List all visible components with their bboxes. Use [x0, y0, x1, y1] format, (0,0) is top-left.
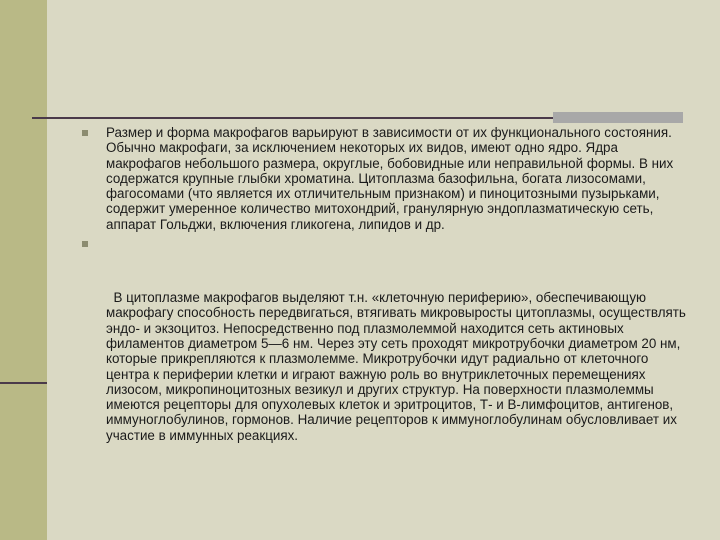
- left-bar-divider: [0, 382, 47, 384]
- bullet-item-1: [80, 125, 686, 232]
- slide-body: [80, 125, 690, 479]
- bullet-item-2: [80, 236, 690, 479]
- bullet-text: В цитоплазме макрофагов выделяют т.н. «клеточную периферию», обеспечивающую макрофагу способность передвигаться, втягивать микровыросты цитоплазмы, осуществлять эндо- и экзоцитоз. Непосредственно под плазмолеммой находится сеть актиновых филаментов диаметром 5—6 нм. Через эту сеть проходят микротрубочки диаметром 20 нм, которые прикрепляются к плазмолемме. Микротрубочки идут радиально от клеточного центра к периферии клетки и играют важную роль во внутриклеточных перемещениях лизосом, микропиноцитозных везикул и других структур. На поверхности плазмолеммы имеются рецепторы для опухолевых клеток и эритроцитов, Т- и В-лимфоцитов, антигенов, иммуноглобулинов, гормонов. Наличие рецепторов к иммуноглобулинам обусловливает их участие в иммунных реакциях.: [106, 290, 690, 443]
- bullet-square-icon: [82, 130, 88, 136]
- title-accent-block: [553, 112, 683, 123]
- bullet-text: Размер и форма макрофагов варьируют в зависимости от их функционального состояния. Обычно макрофаги, за исключением некоторых их видов, имеют одно ядро. Ядра макрофагов небольшого размера, округлые, бобовидные или неправильной формы. В них содержатся крупные глыбки хроматина. Цитоплазма базофильна, богата лизосомами, фагосомами (что является их отличительным признаком) и пиноцитозными пузырьками, содержит умеренное количество митохондрий, гранулярную эндоплазматическую сеть, аппарат Гольджи, включения гликогена, липидов и др.: [106, 125, 674, 232]
- left-decor-bar: [0, 0, 47, 540]
- bullet-square-icon: [82, 241, 88, 247]
